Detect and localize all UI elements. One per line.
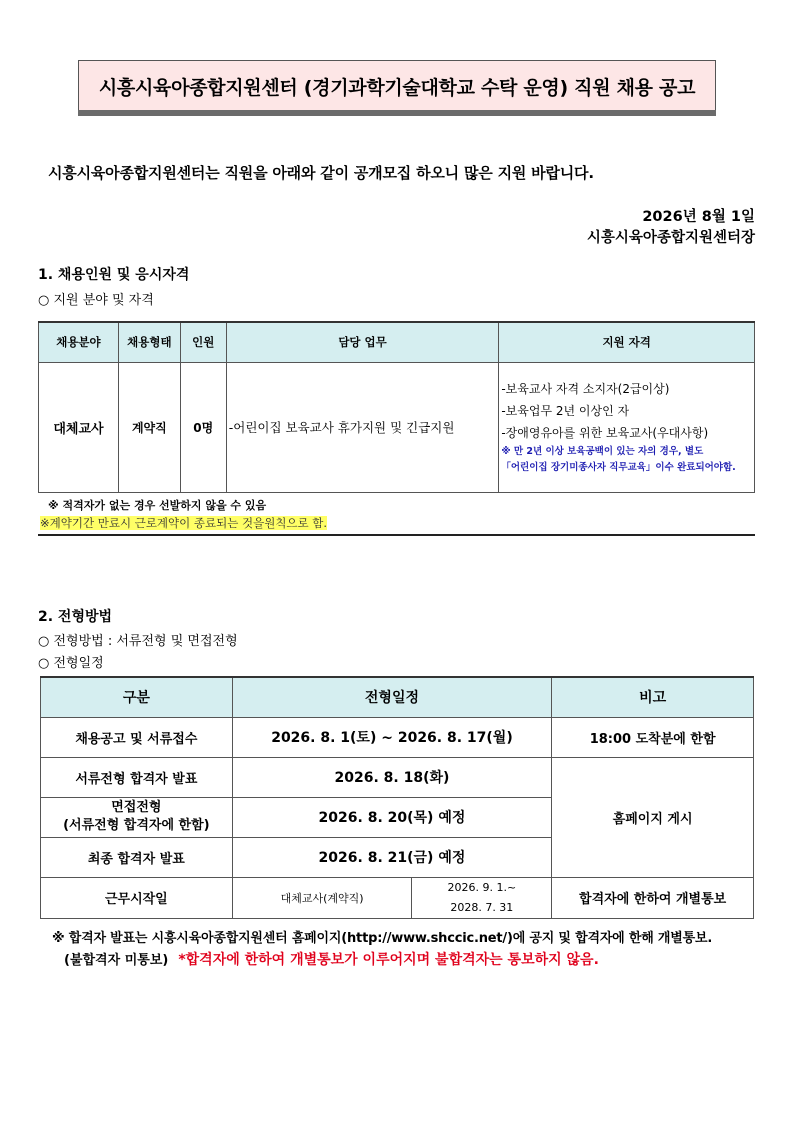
qual-note: 「어린이집 장기미종사자 직무교육」이수 완료되어야함. bbox=[501, 462, 736, 473]
row-period-line: 2026. 9. 1.~ bbox=[447, 880, 517, 894]
section1-sub: ○ 지원 분야 및 자격 bbox=[38, 293, 154, 308]
row-label-line: 면접전형 bbox=[111, 800, 162, 815]
qualification-table bbox=[38, 321, 755, 493]
schedule-table bbox=[40, 676, 754, 919]
header-schedule: 전형일정 bbox=[232, 677, 552, 717]
divider bbox=[38, 534, 755, 536]
table-row bbox=[41, 717, 754, 757]
header-category: 구분 bbox=[41, 677, 233, 717]
table-row bbox=[41, 757, 754, 797]
cell-type: 계약직 bbox=[118, 362, 180, 492]
header-type: 채용형태 bbox=[118, 322, 180, 362]
intro-text: 시흥시육아종합지원센터는 직원을 아래와 같이 공개모집 하오니 많은 지원 바랍니다. bbox=[48, 164, 594, 182]
section1-title: 1. 채용인원 및 응시자격 bbox=[38, 267, 190, 283]
row-remark: 홈페이지 게시 bbox=[552, 757, 754, 877]
table-header-row bbox=[41, 677, 754, 717]
section2-sub-method: ○ 전형방법 : 서류전형 및 면접전형 bbox=[38, 634, 238, 649]
row-schedule: 2026. 8. 20(목) 예정 bbox=[232, 797, 552, 837]
qual-line: -장애영유아를 위한 보육교사(우대사항) bbox=[501, 426, 709, 440]
cell-qualification bbox=[499, 362, 755, 492]
row-schedule: 2026. 8. 1(토) ~ 2026. 8. 17(월) bbox=[232, 717, 552, 757]
row-label-line: (서류전형 합격자에 한함) bbox=[63, 818, 210, 833]
footer-note-text: (불합격자 미통보) bbox=[64, 953, 169, 968]
row-label: 채용공고 및 서류접수 bbox=[41, 717, 233, 757]
cell-field: 대체교사 bbox=[39, 362, 119, 492]
row-position: 대체교사(계약직) bbox=[232, 877, 412, 918]
qual-line: -보육교사 자격 소지자(2급이상) bbox=[501, 382, 670, 396]
cell-count: 0명 bbox=[180, 362, 226, 492]
row-schedule: 2026. 8. 21(금) 예정 bbox=[232, 837, 552, 877]
table-row bbox=[41, 877, 754, 918]
footer-note: ※ 합격자 발표는 시흥시육아종합지원센터 홈페이지(http://www.shccic.net/)에 공지 및 합격자에 한해 개별통보. bbox=[52, 931, 713, 946]
row-label: 근무시작일 bbox=[41, 877, 233, 918]
section1-contract-note bbox=[40, 515, 327, 531]
section2-title: 2. 전형방법 bbox=[38, 609, 113, 625]
table-header-row bbox=[39, 322, 755, 362]
footer-red-note: *합격자에 한하여 개별통보가 이루어지며 불합격자는 통보하지 않음. bbox=[178, 952, 599, 968]
qual-line: -보육업무 2년 이상인 자 bbox=[501, 404, 630, 418]
qual-note: ※ 만 2년 이상 보육공백이 있는 자의 경우, 별도 bbox=[501, 446, 704, 457]
row-label: 최종 합격자 발표 bbox=[41, 837, 233, 877]
row-remark: 18:00 도착분에 한함 bbox=[552, 717, 754, 757]
notice-date: 2026년 8월 1일 bbox=[642, 209, 755, 225]
highlighted-text: ※계약기간 만료시 근로계약이 종료되는 것을원칙으로 함. bbox=[40, 516, 328, 530]
row-label bbox=[41, 797, 233, 837]
section2-sub-schedule: ○ 전형일정 bbox=[38, 656, 104, 671]
header-field: 채용분야 bbox=[39, 322, 119, 362]
section1-note: ※ 적격자가 없는 경우 선발하지 않을 수 있음 bbox=[48, 499, 267, 512]
header-duty: 담당 업무 bbox=[226, 322, 499, 362]
footer-note-2 bbox=[64, 949, 599, 969]
header-qualification: 지원 자격 bbox=[499, 322, 755, 362]
header-remark: 비고 bbox=[552, 677, 754, 717]
page-title: 시흥시육아종합지원센터 (경기과학기술대학교 수탁 운영) 직원 채용 공고 bbox=[78, 60, 716, 112]
cell-duty: -어린이집 보육교사 휴가지원 및 긴급지원 bbox=[226, 362, 499, 492]
title-shadow-bar bbox=[78, 110, 716, 116]
header-count: 인원 bbox=[180, 322, 226, 362]
row-remark: 합격자에 한하여 개별통보 bbox=[552, 877, 754, 918]
row-schedule: 2026. 8. 18(화) bbox=[232, 757, 552, 797]
row-period-line: 2028. 7. 31 bbox=[450, 900, 514, 914]
row-period bbox=[412, 877, 552, 918]
row-label: 서류전형 합격자 발표 bbox=[41, 757, 233, 797]
notice-signer: 시흥시육아종합지원센터장 bbox=[586, 230, 755, 246]
table-row bbox=[39, 362, 755, 492]
